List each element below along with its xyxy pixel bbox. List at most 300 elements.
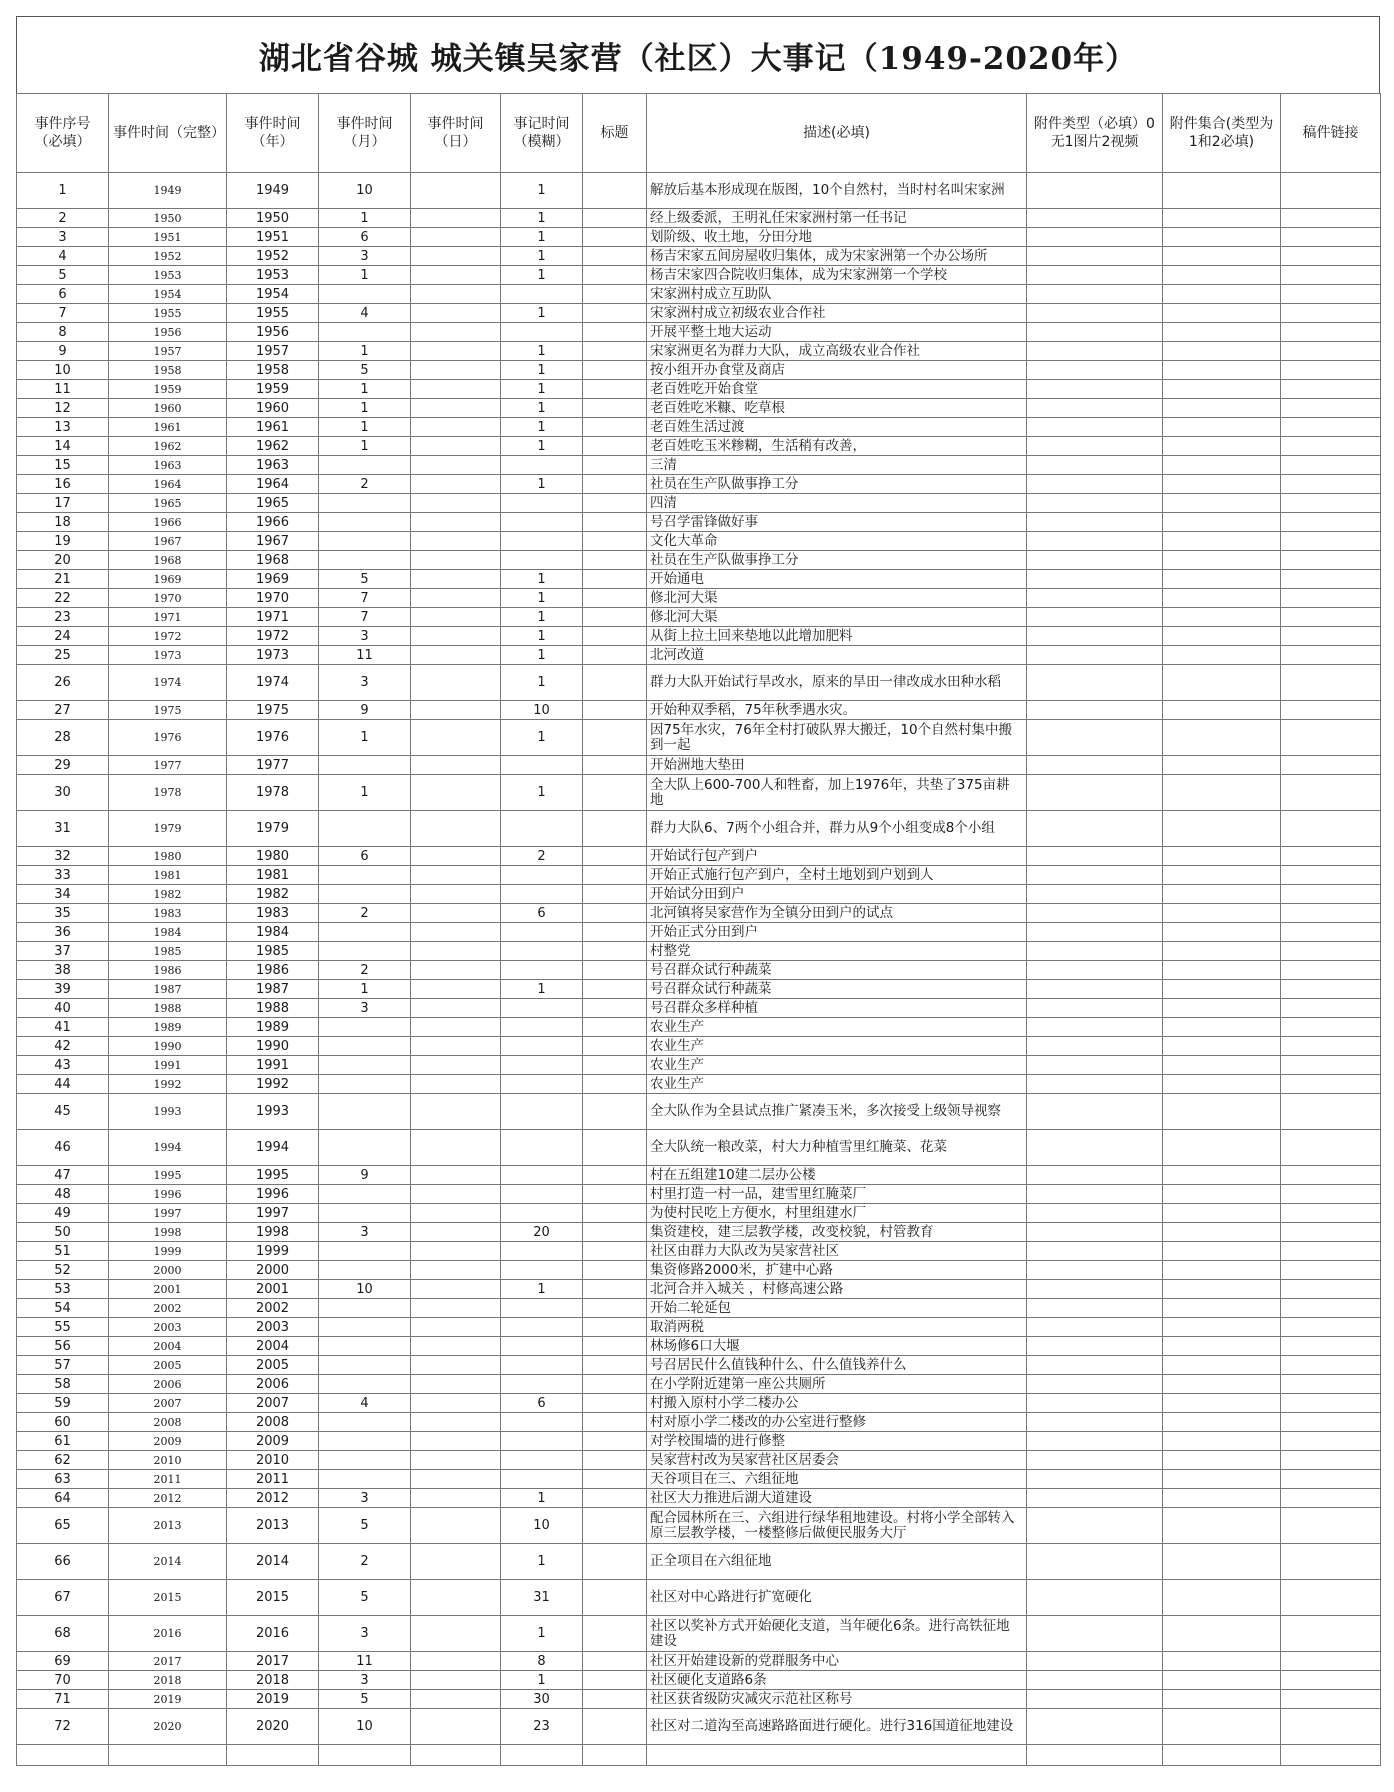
cell-time-day [411,1508,501,1544]
cell-title [583,1337,647,1356]
cell-time-fuzzy: 6 [501,904,583,923]
cell-attachment-type [1027,475,1163,494]
cell-time-year: 1961 [227,418,319,437]
cell-time-year: 1973 [227,646,319,665]
cell-time-complete: 2015 [109,1580,227,1616]
cell-description: 群力大队6、7两个小组合并，群力从9个小组变成8个小组 [647,811,1027,847]
cell-event-no: 56 [17,1337,109,1356]
cell-title [583,285,647,304]
cell-event-no: 46 [17,1130,109,1166]
cell-attachment-set [1163,1470,1281,1489]
cell-title [583,1242,647,1261]
cell-time-day [411,1652,501,1671]
cell-article-link [1281,1451,1381,1470]
cell-attachment-set [1163,1299,1281,1318]
cell-attachment-type [1027,323,1163,342]
cell-time-month: 2 [319,961,411,980]
cell-time-day [411,904,501,923]
cell-title [583,570,647,589]
cell-time-month [319,866,411,885]
cell-time-month [319,1242,411,1261]
cell-attachment-set [1163,1375,1281,1394]
cell-description: 全大队作为全县试点推广紧凑玉米，多次接受上级领导视察 [647,1094,1027,1130]
cell-attachment-set [1163,904,1281,923]
cell-time-day [411,923,501,942]
cell-attachment-set [1163,323,1281,342]
cell-time-fuzzy [501,1356,583,1375]
cell-time-complete: 2006 [109,1375,227,1394]
cell-time-day [411,399,501,418]
cell-article-link [1281,1394,1381,1413]
cell-attachment-set [1163,756,1281,775]
cell-time-month [319,285,411,304]
cell-time-year: 2001 [227,1280,319,1299]
cell-description: 社区由群力大队改为吴家营社区 [647,1242,1027,1261]
cell-attachment-type [1027,570,1163,589]
cell-time-complete: 1995 [109,1166,227,1185]
cell-time-month: 5 [319,1508,411,1544]
cell-time-year: 1992 [227,1075,319,1094]
cell-event-no: 42 [17,1037,109,1056]
cell-time-day [411,1413,501,1432]
cell-time-month [319,532,411,551]
cell-time-day [411,570,501,589]
cell-article-link [1281,1413,1381,1432]
cell-description: 为使村民吃上方便水，村里组建水厂 [647,1204,1027,1223]
cell-time-year: 2006 [227,1375,319,1394]
cell-article-link [1281,1166,1381,1185]
cell-description: 农业生产 [647,1056,1027,1075]
cell-event-no: 39 [17,980,109,999]
cell-attachment-type [1027,1337,1163,1356]
cell-attachment-type [1027,1709,1163,1745]
cell-time-day [411,1337,501,1356]
cell-description: 杨吉宋家五间房屋收归集体，成为宋家洲第一个办公场所 [647,247,1027,266]
cell-time-fuzzy [501,1037,583,1056]
cell-event-no: 57 [17,1356,109,1375]
cell-time-month [319,1318,411,1337]
cell-time-month [319,513,411,532]
cell-attachment-type [1027,720,1163,756]
cell-time-day [411,1204,501,1223]
cell-title [583,1375,647,1394]
cell-event-no: 20 [17,551,109,570]
table-row [17,701,1381,720]
cell-attachment-set [1163,1432,1281,1451]
table-row [17,756,1381,775]
cell-time-fuzzy [501,942,583,961]
cell-attachment-type [1027,999,1163,1018]
cell-time-year: 1951 [227,228,319,247]
cell-attachment-set [1163,589,1281,608]
cell-attachment-type [1027,456,1163,475]
cell-event-no: 21 [17,570,109,589]
cell-time-fuzzy [501,532,583,551]
cell-event-no: 2 [17,209,109,228]
cell-title [583,1130,647,1166]
cell-description: 取消两税 [647,1318,1027,1337]
cell-attachment-type [1027,228,1163,247]
cell-article-link [1281,847,1381,866]
cell-event-no: 16 [17,475,109,494]
cell-time-complete: 2020 [109,1709,227,1745]
cell-time-month [319,1375,411,1394]
cell-time-day [411,209,501,228]
cell-time-month: 1 [319,399,411,418]
cell-time-complete: 1963 [109,456,227,475]
cell-time-day [411,1616,501,1652]
cell-time-fuzzy: 1 [501,608,583,627]
cell-time-complete: 1949 [109,173,227,209]
cell-attachment-type [1027,1616,1163,1652]
cell-article-link [1281,866,1381,885]
cell-description: 四清 [647,494,1027,513]
cell-article-link [1281,1242,1381,1261]
cell-time-year: 2000 [227,1261,319,1280]
cell-attachment-set [1163,551,1281,570]
cell-time-year: 1970 [227,589,319,608]
cell-attachment-type [1027,847,1163,866]
cell-article-link [1281,1261,1381,1280]
cell-time-complete: 1951 [109,228,227,247]
cell-time-day [411,361,501,380]
cell-time-fuzzy: 1 [501,247,583,266]
cell-event-no: 35 [17,904,109,923]
cell-time-complete: 2010 [109,1451,227,1470]
cell-time-month: 1 [319,720,411,756]
cell-time-complete: 2002 [109,1299,227,1318]
table-row [17,1690,1381,1709]
cell-time-year: 1949 [227,173,319,209]
cell-attachment-set [1163,1451,1281,1470]
cell-time-day [411,775,501,811]
cell-time-year: 2010 [227,1451,319,1470]
cell-event-no: 27 [17,701,109,720]
cell-time-complete: 1964 [109,475,227,494]
cell-time-day [411,942,501,961]
cell-title [583,811,647,847]
cell-time-year: 1953 [227,266,319,285]
cell-title [583,1356,647,1375]
cell-attachment-set [1163,665,1281,701]
cell-time-complete: 2001 [109,1280,227,1299]
cell-attachment-type [1027,247,1163,266]
cell-time-month [319,1337,411,1356]
cell-title [583,980,647,999]
cell-time-complete: 1972 [109,627,227,646]
cell-description: 北河改道 [647,646,1027,665]
cell-article-link [1281,775,1381,811]
cell-time-day [411,1375,501,1394]
cell-article-link [1281,323,1381,342]
cell-attachment-type [1027,266,1163,285]
cell-title [583,999,647,1018]
cell-time-year: 1966 [227,513,319,532]
cell-description: 集资建校，建三层教学楼，改变校貌，村管教育 [647,1223,1027,1242]
cell-description: 修北河大渠 [647,589,1027,608]
cell-attachment-set [1163,1413,1281,1432]
cell-time-month: 10 [319,173,411,209]
cell-time-day [411,304,501,323]
cell-attachment-type [1027,608,1163,627]
cell-time-month: 11 [319,1652,411,1671]
cell-description: 农业生产 [647,1075,1027,1094]
cell-description: 宋家洲更名为群力大队，成立高级农业合作社 [647,342,1027,361]
cell-time-month: 3 [319,1616,411,1652]
cell-time-day [411,1018,501,1037]
empty-cell [583,1745,647,1766]
cell-time-year: 2016 [227,1616,319,1652]
cell-title [583,1394,647,1413]
table-row [17,456,1381,475]
cell-attachment-type [1027,1508,1163,1544]
cell-event-no: 54 [17,1299,109,1318]
title-cell [16,16,1380,93]
cell-event-no: 10 [17,361,109,380]
cell-attachment-set [1163,304,1281,323]
cell-time-month: 1 [319,980,411,999]
cell-time-year: 2012 [227,1489,319,1508]
empty-cell [319,1745,411,1766]
cell-time-complete: 2008 [109,1413,227,1432]
cell-time-complete: 1979 [109,811,227,847]
cell-time-day [411,228,501,247]
cell-time-complete: 2004 [109,1337,227,1356]
cell-time-year: 2020 [227,1709,319,1745]
cell-description: 从街上拉土回来垫地以此增加肥料 [647,627,1027,646]
table-row [17,551,1381,570]
table-row [17,1652,1381,1671]
cell-attachment-type [1027,1204,1163,1223]
cell-article-link [1281,247,1381,266]
cell-time-month [319,923,411,942]
cell-attachment-type [1027,1299,1163,1318]
cell-time-complete: 1987 [109,980,227,999]
table-row [17,720,1381,756]
cell-time-year: 1957 [227,342,319,361]
cell-time-complete: 1961 [109,418,227,437]
cell-attachment-set [1163,513,1281,532]
cell-attachment-set [1163,1018,1281,1037]
cell-article-link [1281,1580,1381,1616]
cell-time-month: 1 [319,418,411,437]
cell-time-complete: 1970 [109,589,227,608]
cell-attachment-set [1163,1166,1281,1185]
cell-time-month [319,1261,411,1280]
cell-article-link [1281,961,1381,980]
cell-attachment-type [1027,1690,1163,1709]
cell-time-fuzzy [501,811,583,847]
cell-title [583,247,647,266]
empty-cell [1027,1745,1163,1766]
cell-time-fuzzy [501,1094,583,1130]
cell-time-month [319,1451,411,1470]
cell-time-fuzzy: 1 [501,1489,583,1508]
cell-time-day [411,1318,501,1337]
cell-description: 经上级委派，王明礼任宋家洲村第一任书记 [647,209,1027,228]
table-row [17,513,1381,532]
cell-event-no: 31 [17,811,109,847]
cell-time-month [319,1413,411,1432]
cell-time-fuzzy: 1 [501,1671,583,1690]
cell-time-day [411,608,501,627]
cell-title [583,885,647,904]
cell-description: 正全项目在六组征地 [647,1544,1027,1580]
cell-attachment-set [1163,247,1281,266]
cell-time-fuzzy [501,1261,583,1280]
cell-time-complete: 1985 [109,942,227,961]
cell-time-year: 1982 [227,885,319,904]
cell-article-link [1281,1094,1381,1130]
cell-article-link [1281,1375,1381,1394]
cell-attachment-set [1163,380,1281,399]
table-row [17,904,1381,923]
cell-time-year: 2003 [227,1318,319,1337]
cell-time-year: 1988 [227,999,319,1018]
cell-event-no: 33 [17,866,109,885]
header-time-year: 事件时间（年） [227,94,319,173]
cell-title [583,1318,647,1337]
table-row [17,1223,1381,1242]
table-row [17,1671,1381,1690]
cell-time-fuzzy [501,961,583,980]
cell-time-fuzzy [501,1130,583,1166]
table-row [17,942,1381,961]
cell-time-complete: 2005 [109,1356,227,1375]
cell-time-fuzzy: 1 [501,342,583,361]
cell-event-no: 1 [17,173,109,209]
cell-time-day [411,247,501,266]
cell-time-fuzzy: 1 [501,1280,583,1299]
cell-time-year: 1977 [227,756,319,775]
cell-event-no: 38 [17,961,109,980]
cell-attachment-type [1027,1544,1163,1580]
cell-time-year: 1994 [227,1130,319,1166]
cell-event-no: 45 [17,1094,109,1130]
table-row [17,570,1381,589]
cell-attachment-type [1027,513,1163,532]
cell-attachment-type [1027,923,1163,942]
cell-event-no: 65 [17,1508,109,1544]
cell-attachment-set [1163,1204,1281,1223]
empty-row [17,1745,1381,1766]
cell-article-link [1281,173,1381,209]
cell-title [583,551,647,570]
cell-attachment-set [1163,1337,1281,1356]
cell-attachment-set [1163,775,1281,811]
cell-event-no: 40 [17,999,109,1018]
cell-article-link [1281,456,1381,475]
cell-description: 开始二轮延包 [647,1299,1027,1318]
cell-time-year: 1972 [227,627,319,646]
cell-title [583,399,647,418]
cell-title [583,1094,647,1130]
table-row [17,1094,1381,1130]
cell-title [583,1580,647,1616]
cell-event-no: 60 [17,1413,109,1432]
cell-title [583,1616,647,1652]
cell-time-complete: 1953 [109,266,227,285]
table-row [17,418,1381,437]
cell-event-no: 11 [17,380,109,399]
table-row [17,1204,1381,1223]
cell-description: 村搬入原村小学二楼办公 [647,1394,1027,1413]
table-row [17,209,1381,228]
cell-article-link [1281,494,1381,513]
cell-time-month [319,551,411,570]
cell-time-complete: 1996 [109,1185,227,1204]
cell-title [583,532,647,551]
cell-event-no: 13 [17,418,109,437]
cell-time-month [319,756,411,775]
cell-title [583,1261,647,1280]
table-row [17,247,1381,266]
table-row [17,1394,1381,1413]
cell-time-day [411,1242,501,1261]
cell-article-link [1281,923,1381,942]
cell-title [583,380,647,399]
cell-attachment-type [1027,173,1163,209]
cell-description: 老百姓吃开始食堂 [647,380,1027,399]
cell-time-day [411,1075,501,1094]
cell-article-link [1281,418,1381,437]
cell-attachment-type [1027,304,1163,323]
header-event-no: 事件序号（必填） [17,94,109,173]
cell-time-year: 1990 [227,1037,319,1056]
cell-article-link [1281,1671,1381,1690]
cell-time-complete: 1978 [109,775,227,811]
cell-attachment-set [1163,570,1281,589]
cell-time-year: 1991 [227,1056,319,1075]
cell-event-no: 62 [17,1451,109,1470]
cell-time-fuzzy: 2 [501,847,583,866]
cell-attachment-set [1163,627,1281,646]
cell-attachment-set [1163,1580,1281,1616]
cell-attachment-set [1163,646,1281,665]
cell-article-link [1281,1185,1381,1204]
table-row [17,1261,1381,1280]
cell-event-no: 41 [17,1018,109,1037]
cell-description: 农业生产 [647,1037,1027,1056]
cell-article-link [1281,1652,1381,1671]
cell-title [583,1709,647,1745]
empty-cell [17,1745,109,1766]
cell-attachment-set [1163,701,1281,720]
cell-attachment-set [1163,475,1281,494]
cell-attachment-set [1163,1280,1281,1299]
cell-time-month [319,942,411,961]
cell-article-link [1281,437,1381,456]
cell-time-fuzzy: 6 [501,1394,583,1413]
cell-description: 老百姓生活过渡 [647,418,1027,437]
cell-attachment-set [1163,720,1281,756]
table-row [17,1432,1381,1451]
table-row [17,1451,1381,1470]
cell-time-fuzzy [501,1470,583,1489]
cell-time-day [411,1580,501,1616]
cell-time-month: 3 [319,665,411,701]
cell-attachment-type [1027,380,1163,399]
cell-attachment-type [1027,980,1163,999]
cell-event-no: 43 [17,1056,109,1075]
cell-time-day [411,1690,501,1709]
cell-event-no: 68 [17,1616,109,1652]
cell-title [583,209,647,228]
cell-article-link [1281,811,1381,847]
cell-article-link [1281,1470,1381,1489]
cell-time-year: 1965 [227,494,319,513]
cell-time-fuzzy [501,1451,583,1470]
